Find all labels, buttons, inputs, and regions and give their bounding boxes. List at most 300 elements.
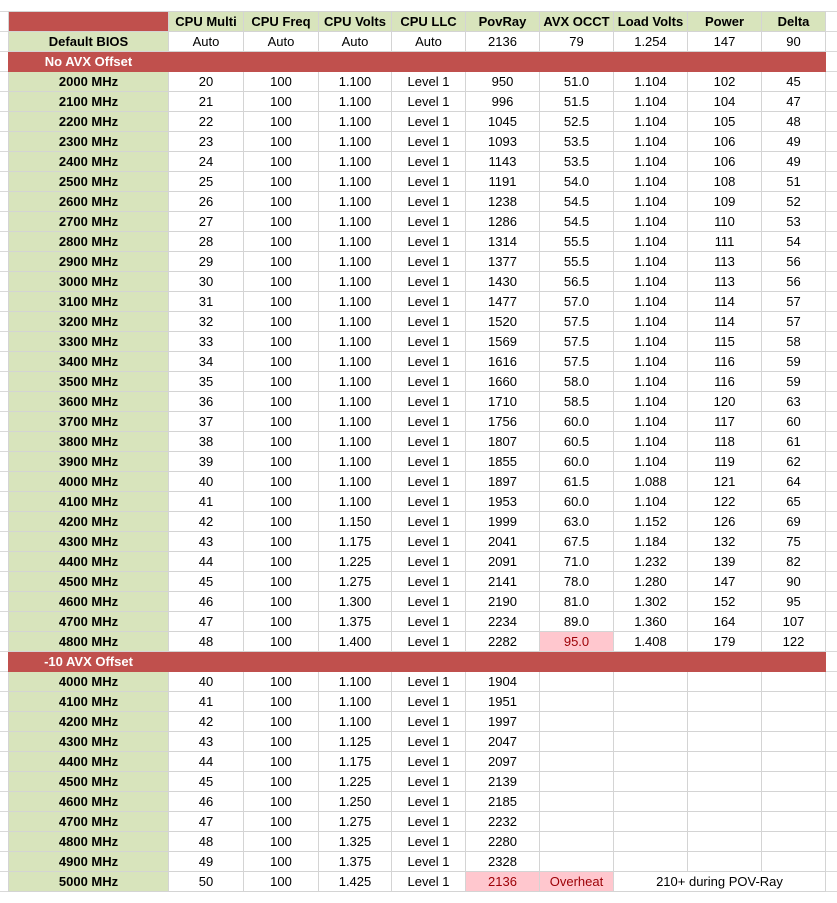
cell[interactable]: 55.5 (540, 252, 614, 272)
cell[interactable]: 60 (762, 412, 826, 432)
cell[interactable] (614, 852, 688, 872)
cell[interactable]: 1.100 (319, 172, 392, 192)
cell[interactable]: 108 (688, 172, 762, 192)
cell[interactable]: 100 (244, 252, 319, 272)
row-label[interactable]: 3900 MHz (9, 452, 169, 472)
cell[interactable]: 113 (688, 272, 762, 292)
cell[interactable]: 107 (762, 612, 826, 632)
cell[interactable]: 60.0 (540, 492, 614, 512)
cell[interactable]: 1953 (466, 492, 540, 512)
cell[interactable]: 31 (169, 292, 244, 312)
cell[interactable]: 102 (688, 72, 762, 92)
cell[interactable] (540, 692, 614, 712)
cell[interactable]: 100 (244, 372, 319, 392)
cell[interactable]: 1.232 (614, 552, 688, 572)
column-header[interactable]: Delta (762, 12, 826, 32)
cell[interactable]: 54.0 (540, 172, 614, 192)
row-label[interactable]: 4300 MHz (9, 732, 169, 752)
cell[interactable]: 1.104 (614, 332, 688, 352)
cell[interactable]: 35 (169, 372, 244, 392)
cell[interactable]: Level 1 (392, 232, 466, 252)
cell[interactable]: 1.125 (319, 732, 392, 752)
cell[interactable]: 100 (244, 532, 319, 552)
cell[interactable]: 65 (762, 492, 826, 512)
cell[interactable]: 1191 (466, 172, 540, 192)
cell[interactable]: Level 1 (392, 412, 466, 432)
cell[interactable]: 1855 (466, 452, 540, 472)
cell[interactable]: 27 (169, 212, 244, 232)
cell[interactable]: 56.5 (540, 272, 614, 292)
cell[interactable] (762, 832, 826, 852)
cell[interactable]: 1.275 (319, 572, 392, 592)
row-label[interactable]: 4100 MHz (9, 692, 169, 712)
cell[interactable]: 45 (762, 72, 826, 92)
cell[interactable]: 60.0 (540, 412, 614, 432)
cell[interactable]: 100 (244, 452, 319, 472)
cell[interactable]: 111 (688, 232, 762, 252)
cell[interactable]: 1.104 (614, 232, 688, 252)
cell[interactable]: 1045 (466, 112, 540, 132)
cell[interactable]: 1.100 (319, 92, 392, 112)
cell[interactable]: Level 1 (392, 192, 466, 212)
cell[interactable]: 49 (169, 852, 244, 872)
cell[interactable]: 41 (169, 492, 244, 512)
cell[interactable]: 2234 (466, 612, 540, 632)
cell[interactable]: 1.250 (319, 792, 392, 812)
cell[interactable]: 1.104 (614, 152, 688, 172)
cell[interactable]: 164 (688, 612, 762, 632)
cell[interactable]: 1.100 (319, 372, 392, 392)
cell[interactable]: 1.360 (614, 612, 688, 632)
row-label[interactable]: 2600 MHz (9, 192, 169, 212)
row-label[interactable]: 4900 MHz (9, 852, 169, 872)
cell[interactable]: 54 (762, 232, 826, 252)
section-title[interactable]: -10 AVX Offset (9, 652, 169, 672)
cell[interactable]: 1.100 (319, 252, 392, 272)
cell[interactable]: Level 1 (392, 712, 466, 732)
cell[interactable]: 100 (244, 112, 319, 132)
cell[interactable]: 1.104 (614, 192, 688, 212)
cell[interactable]: 1904 (466, 672, 540, 692)
cell[interactable] (614, 812, 688, 832)
cell[interactable]: 996 (466, 92, 540, 112)
cell[interactable]: 1710 (466, 392, 540, 412)
cell[interactable]: 1.100 (319, 432, 392, 452)
cell[interactable]: 44 (169, 552, 244, 572)
cell[interactable] (762, 792, 826, 812)
cell[interactable]: 117 (688, 412, 762, 432)
cell[interactable]: 116 (688, 372, 762, 392)
cell[interactable]: 120 (688, 392, 762, 412)
cell[interactable]: 26 (169, 192, 244, 212)
cell[interactable] (762, 752, 826, 772)
cell[interactable]: 67.5 (540, 532, 614, 552)
cell[interactable]: 1.104 (614, 372, 688, 392)
cell[interactable]: 1093 (466, 132, 540, 152)
row-label[interactable]: 2100 MHz (9, 92, 169, 112)
cell[interactable]: 118 (688, 432, 762, 452)
cell[interactable]: 71.0 (540, 552, 614, 572)
cell[interactable]: 1.100 (319, 352, 392, 372)
cell[interactable]: 78.0 (540, 572, 614, 592)
cell[interactable]: 53.5 (540, 152, 614, 172)
cell[interactable]: 1951 (466, 692, 540, 712)
cell[interactable]: 1.100 (319, 292, 392, 312)
cell[interactable]: 1377 (466, 252, 540, 272)
cell[interactable]: Level 1 (392, 492, 466, 512)
cell[interactable]: 1807 (466, 432, 540, 452)
cell[interactable]: 59 (762, 372, 826, 392)
cell[interactable]: 82 (762, 552, 826, 572)
cell[interactable]: Level 1 (392, 612, 466, 632)
row-label[interactable]: 2300 MHz (9, 132, 169, 152)
cell[interactable]: 152 (688, 592, 762, 612)
cell[interactable]: 42 (169, 712, 244, 732)
cell[interactable]: 57.0 (540, 292, 614, 312)
cell[interactable] (614, 772, 688, 792)
cell[interactable]: 106 (688, 152, 762, 172)
cell[interactable]: 1.225 (319, 772, 392, 792)
cell[interactable] (614, 712, 688, 732)
cell[interactable]: 1314 (466, 232, 540, 252)
cell[interactable]: Auto (392, 32, 466, 52)
section-fill[interactable] (169, 52, 826, 72)
cell[interactable] (614, 732, 688, 752)
row-label[interactable]: 3200 MHz (9, 312, 169, 332)
cell[interactable]: 40 (169, 472, 244, 492)
cell[interactable]: 1.100 (319, 692, 392, 712)
cell[interactable]: 58 (762, 332, 826, 352)
column-header[interactable]: PovRay (466, 12, 540, 32)
section-fill[interactable] (169, 652, 826, 672)
cell[interactable]: 2280 (466, 832, 540, 852)
cell[interactable]: 179 (688, 632, 762, 652)
row-label[interactable]: 3100 MHz (9, 292, 169, 312)
cell[interactable]: 100 (244, 812, 319, 832)
cell[interactable]: Level 1 (392, 272, 466, 292)
cell[interactable]: 79 (540, 32, 614, 52)
cell[interactable]: 100 (244, 312, 319, 332)
cell[interactable]: 81.0 (540, 592, 614, 612)
cell[interactable] (762, 712, 826, 732)
cell[interactable]: Level 1 (392, 92, 466, 112)
row-label[interactable]: 4000 MHz (9, 472, 169, 492)
cell[interactable]: 1.104 (614, 412, 688, 432)
cell[interactable]: 2091 (466, 552, 540, 572)
cell[interactable]: 147 (688, 32, 762, 52)
cell[interactable]: 42 (169, 512, 244, 532)
row-label[interactable]: Default BIOS (9, 32, 169, 52)
cell[interactable]: 100 (244, 132, 319, 152)
cell[interactable]: 1.100 (319, 152, 392, 172)
cell[interactable]: 1.100 (319, 492, 392, 512)
cell[interactable]: 63 (762, 392, 826, 412)
cell[interactable]: Level 1 (392, 392, 466, 412)
cell[interactable]: 100 (244, 572, 319, 592)
cell[interactable]: 40 (169, 672, 244, 692)
cell[interactable]: 43 (169, 732, 244, 752)
cell[interactable]: 2141 (466, 572, 540, 592)
cell[interactable]: 1477 (466, 292, 540, 312)
row-label[interactable]: 3700 MHz (9, 412, 169, 432)
cell[interactable]: 2136 (466, 32, 540, 52)
cell[interactable] (762, 852, 826, 872)
cell[interactable]: 1.175 (319, 532, 392, 552)
row-label[interactable]: 4200 MHz (9, 512, 169, 532)
cell[interactable]: 100 (244, 72, 319, 92)
cell[interactable]: 1.104 (614, 132, 688, 152)
cell[interactable]: 61 (762, 432, 826, 452)
cell[interactable] (688, 792, 762, 812)
cell[interactable]: 48 (169, 832, 244, 852)
cell[interactable] (688, 712, 762, 732)
cell[interactable] (688, 772, 762, 792)
cell[interactable]: 110 (688, 212, 762, 232)
cell[interactable]: 1.100 (319, 212, 392, 232)
cell[interactable]: 1143 (466, 152, 540, 172)
cell[interactable]: 64 (762, 472, 826, 492)
cell[interactable]: Level 1 (392, 852, 466, 872)
cell[interactable] (540, 732, 614, 752)
column-header[interactable]: Power (688, 12, 762, 32)
cell[interactable]: Level 1 (392, 872, 466, 892)
cell[interactable]: 119 (688, 452, 762, 472)
cell[interactable]: 49 (762, 132, 826, 152)
cell[interactable]: Level 1 (392, 832, 466, 852)
cell[interactable]: 147 (688, 572, 762, 592)
cell[interactable]: 100 (244, 392, 319, 412)
cell[interactable]: 1.100 (319, 472, 392, 492)
cell[interactable]: 28 (169, 232, 244, 252)
cell[interactable]: Level 1 (392, 532, 466, 552)
cell[interactable]: Level 1 (392, 812, 466, 832)
cell[interactable]: 1.300 (319, 592, 392, 612)
cell[interactable]: 126 (688, 512, 762, 532)
cell[interactable]: 37 (169, 412, 244, 432)
cell[interactable]: 100 (244, 552, 319, 572)
row-label[interactable]: 3800 MHz (9, 432, 169, 452)
cell[interactable]: 100 (244, 172, 319, 192)
cell[interactable]: 100 (244, 832, 319, 852)
cell[interactable]: 57.5 (540, 332, 614, 352)
cell[interactable]: Level 1 (392, 252, 466, 272)
cell[interactable]: 1.104 (614, 212, 688, 232)
cell[interactable]: Level 1 (392, 172, 466, 192)
cell[interactable]: 39 (169, 452, 244, 472)
row-label[interactable]: 4800 MHz (9, 832, 169, 852)
cell[interactable]: 41 (169, 692, 244, 712)
cell[interactable]: 109 (688, 192, 762, 212)
cell[interactable]: 33 (169, 332, 244, 352)
cell[interactable]: 89.0 (540, 612, 614, 632)
row-label[interactable]: 2200 MHz (9, 112, 169, 132)
row-label[interactable]: 4700 MHz (9, 812, 169, 832)
cell[interactable]: 100 (244, 352, 319, 372)
cell[interactable]: 45 (169, 772, 244, 792)
row-label[interactable]: 4000 MHz (9, 672, 169, 692)
note-cell[interactable]: 210+ during POV-Ray (614, 872, 826, 892)
cell[interactable]: 2097 (466, 752, 540, 772)
row-label[interactable]: 4400 MHz (9, 552, 169, 572)
row-label[interactable]: 3000 MHz (9, 272, 169, 292)
cell[interactable]: 57.5 (540, 352, 614, 372)
cell[interactable]: 29 (169, 252, 244, 272)
cell[interactable]: 100 (244, 492, 319, 512)
cell[interactable]: 1.152 (614, 512, 688, 532)
cell[interactable] (614, 792, 688, 812)
cell[interactable]: 115 (688, 332, 762, 352)
cell[interactable]: 106 (688, 132, 762, 152)
cell[interactable]: 114 (688, 292, 762, 312)
cell[interactable]: 100 (244, 852, 319, 872)
cell[interactable]: 100 (244, 92, 319, 112)
cell[interactable]: 1999 (466, 512, 540, 532)
cell[interactable]: Level 1 (392, 672, 466, 692)
cell[interactable]: Level 1 (392, 312, 466, 332)
cell[interactable]: 48 (169, 632, 244, 652)
cell[interactable]: 53 (762, 212, 826, 232)
cell[interactable]: 122 (762, 632, 826, 652)
cell[interactable]: Auto (244, 32, 319, 52)
cell[interactable]: 24 (169, 152, 244, 172)
row-label[interactable]: 2800 MHz (9, 232, 169, 252)
cell[interactable]: 1.104 (614, 272, 688, 292)
cell[interactable]: 100 (244, 412, 319, 432)
cell[interactable]: 56 (762, 272, 826, 292)
cell[interactable]: 1520 (466, 312, 540, 332)
cell[interactable]: 1.400 (319, 632, 392, 652)
cell[interactable]: Level 1 (392, 692, 466, 712)
cell[interactable]: 47 (169, 812, 244, 832)
column-header[interactable]: CPU Volts (319, 12, 392, 32)
cell[interactable] (540, 672, 614, 692)
column-header[interactable]: CPU Multi (169, 12, 244, 32)
cell[interactable]: Level 1 (392, 372, 466, 392)
cell[interactable] (540, 772, 614, 792)
cell[interactable]: 57 (762, 292, 826, 312)
cell[interactable]: Level 1 (392, 332, 466, 352)
cell[interactable]: 1.100 (319, 332, 392, 352)
cell[interactable]: 30 (169, 272, 244, 292)
cell[interactable]: 1.100 (319, 412, 392, 432)
cell[interactable] (540, 712, 614, 732)
cell[interactable]: 114 (688, 312, 762, 332)
cell[interactable]: 1.104 (614, 432, 688, 452)
cell[interactable]: Level 1 (392, 152, 466, 172)
cell[interactable] (688, 812, 762, 832)
cell[interactable]: Auto (319, 32, 392, 52)
row-label[interactable]: 2400 MHz (9, 152, 169, 172)
cell[interactable] (540, 812, 614, 832)
cell[interactable]: 59 (762, 352, 826, 372)
cell[interactable]: 100 (244, 272, 319, 292)
cell[interactable]: 116 (688, 352, 762, 372)
cell[interactable]: 1.375 (319, 852, 392, 872)
cell[interactable]: 69 (762, 512, 826, 532)
row-label[interactable]: 4500 MHz (9, 572, 169, 592)
cell[interactable]: 52 (762, 192, 826, 212)
cell[interactable]: 1.104 (614, 252, 688, 272)
cell[interactable]: 1.100 (319, 112, 392, 132)
cell[interactable] (614, 672, 688, 692)
cell[interactable]: 113 (688, 252, 762, 272)
cell[interactable]: 1286 (466, 212, 540, 232)
cell[interactable]: 1.275 (319, 812, 392, 832)
cell[interactable]: Level 1 (392, 732, 466, 752)
cell[interactable]: 47 (169, 612, 244, 632)
cell[interactable]: 95.0 (540, 632, 614, 652)
cell[interactable]: 1.104 (614, 392, 688, 412)
cell[interactable]: 100 (244, 292, 319, 312)
cell[interactable] (762, 732, 826, 752)
cell[interactable]: 100 (244, 332, 319, 352)
cell[interactable]: 1.104 (614, 72, 688, 92)
cell[interactable]: 46 (169, 592, 244, 612)
row-label[interactable]: 2900 MHz (9, 252, 169, 272)
cell[interactable]: 1.100 (319, 712, 392, 732)
row-label[interactable]: 4200 MHz (9, 712, 169, 732)
corner-cell[interactable] (9, 12, 169, 32)
cell[interactable]: Level 1 (392, 432, 466, 452)
cell[interactable]: 2139 (466, 772, 540, 792)
cell[interactable]: 104 (688, 92, 762, 112)
cell[interactable] (540, 832, 614, 852)
cell[interactable]: 1.100 (319, 192, 392, 212)
cell[interactable]: 23 (169, 132, 244, 152)
cell[interactable]: 1.302 (614, 592, 688, 612)
cell[interactable]: 32 (169, 312, 244, 332)
cell[interactable]: 2282 (466, 632, 540, 652)
cell[interactable]: 75 (762, 532, 826, 552)
cell[interactable]: Level 1 (392, 572, 466, 592)
cell[interactable]: 100 (244, 612, 319, 632)
cell[interactable]: 100 (244, 752, 319, 772)
cell[interactable]: 1.104 (614, 172, 688, 192)
cell[interactable]: 21 (169, 92, 244, 112)
cell[interactable]: Level 1 (392, 752, 466, 772)
cell[interactable]: 2047 (466, 732, 540, 752)
cell[interactable] (614, 692, 688, 712)
cell[interactable]: 1.408 (614, 632, 688, 652)
cell[interactable]: Level 1 (392, 472, 466, 492)
cell[interactable]: 1.104 (614, 312, 688, 332)
row-label[interactable]: 4400 MHz (9, 752, 169, 772)
cell[interactable]: Level 1 (392, 212, 466, 232)
cell[interactable]: 2190 (466, 592, 540, 612)
cell[interactable]: 61.5 (540, 472, 614, 492)
cell[interactable]: 1.100 (319, 232, 392, 252)
cell[interactable]: 105 (688, 112, 762, 132)
cell[interactable]: 100 (244, 512, 319, 532)
cell[interactable] (540, 792, 614, 812)
cell[interactable] (540, 852, 614, 872)
cell[interactable] (688, 832, 762, 852)
cell[interactable]: Level 1 (392, 132, 466, 152)
cell[interactable]: 1.100 (319, 312, 392, 332)
row-label[interactable]: 4600 MHz (9, 592, 169, 612)
cell[interactable]: 51.5 (540, 92, 614, 112)
cell[interactable]: 100 (244, 672, 319, 692)
cell[interactable]: 1.280 (614, 572, 688, 592)
cell[interactable]: Level 1 (392, 632, 466, 652)
cell[interactable]: 100 (244, 432, 319, 452)
cell[interactable] (688, 852, 762, 872)
cell[interactable] (762, 692, 826, 712)
cell[interactable]: 49 (762, 152, 826, 172)
cell[interactable] (614, 752, 688, 772)
cell[interactable]: 1.375 (319, 612, 392, 632)
row-label[interactable]: 3300 MHz (9, 332, 169, 352)
